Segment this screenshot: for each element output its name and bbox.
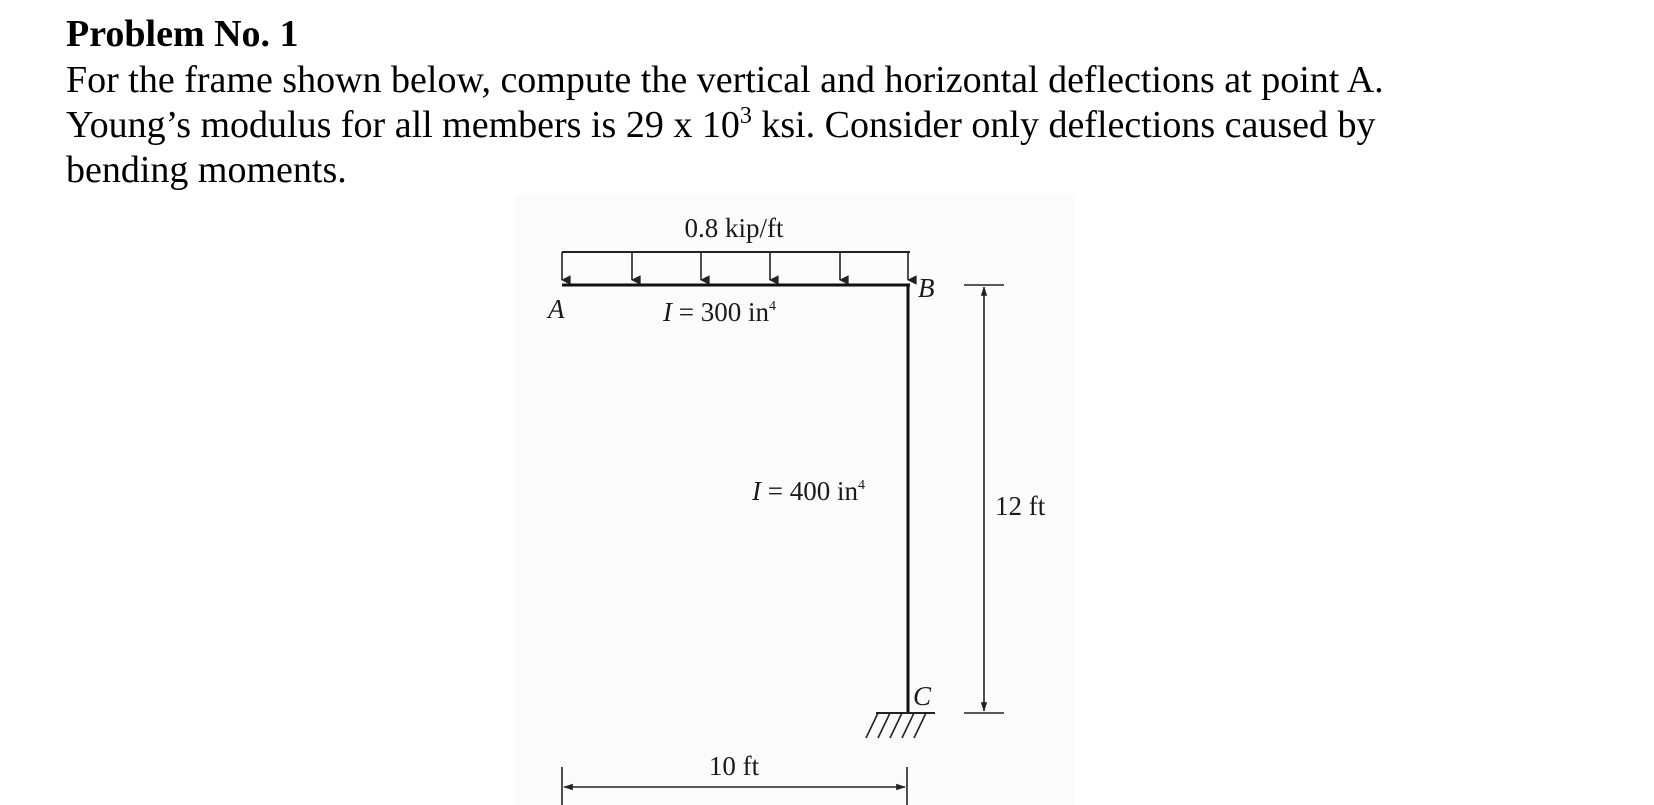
span-label: 10 ft [708,751,760,781]
statement-line-2a: Young’s modulus for all members is 29 x 10 [66,104,740,146]
problem-title: Problem No. 1 [66,13,299,55]
beam-i-value: = 300 in [672,297,769,327]
statement-line-1: For the frame shown below, compute the vertical and horizontal deflections at point A. [66,59,1384,101]
point-b-label: B [918,273,935,303]
statement-line-3: bending moments. [66,149,347,191]
point-c-label: C [913,681,932,711]
statement-line-2b: ksi. Consider only deflections caused by [751,104,1376,146]
column-i-symbol: I [752,476,761,506]
beam-i-exponent: 4 [768,299,776,314]
point-a-label: A [548,294,565,324]
column-inertia-label [751,476,865,506]
exponent: 3 [739,103,752,129]
beam-inertia-label [662,297,776,327]
height-label: 12 ft [995,491,1046,521]
column-i-exponent: 4 [857,478,865,493]
column-i-value: = 400 in [761,476,858,506]
load-label: 0.8 kip/ft [684,213,784,243]
beam-i-symbol: I [663,297,672,327]
